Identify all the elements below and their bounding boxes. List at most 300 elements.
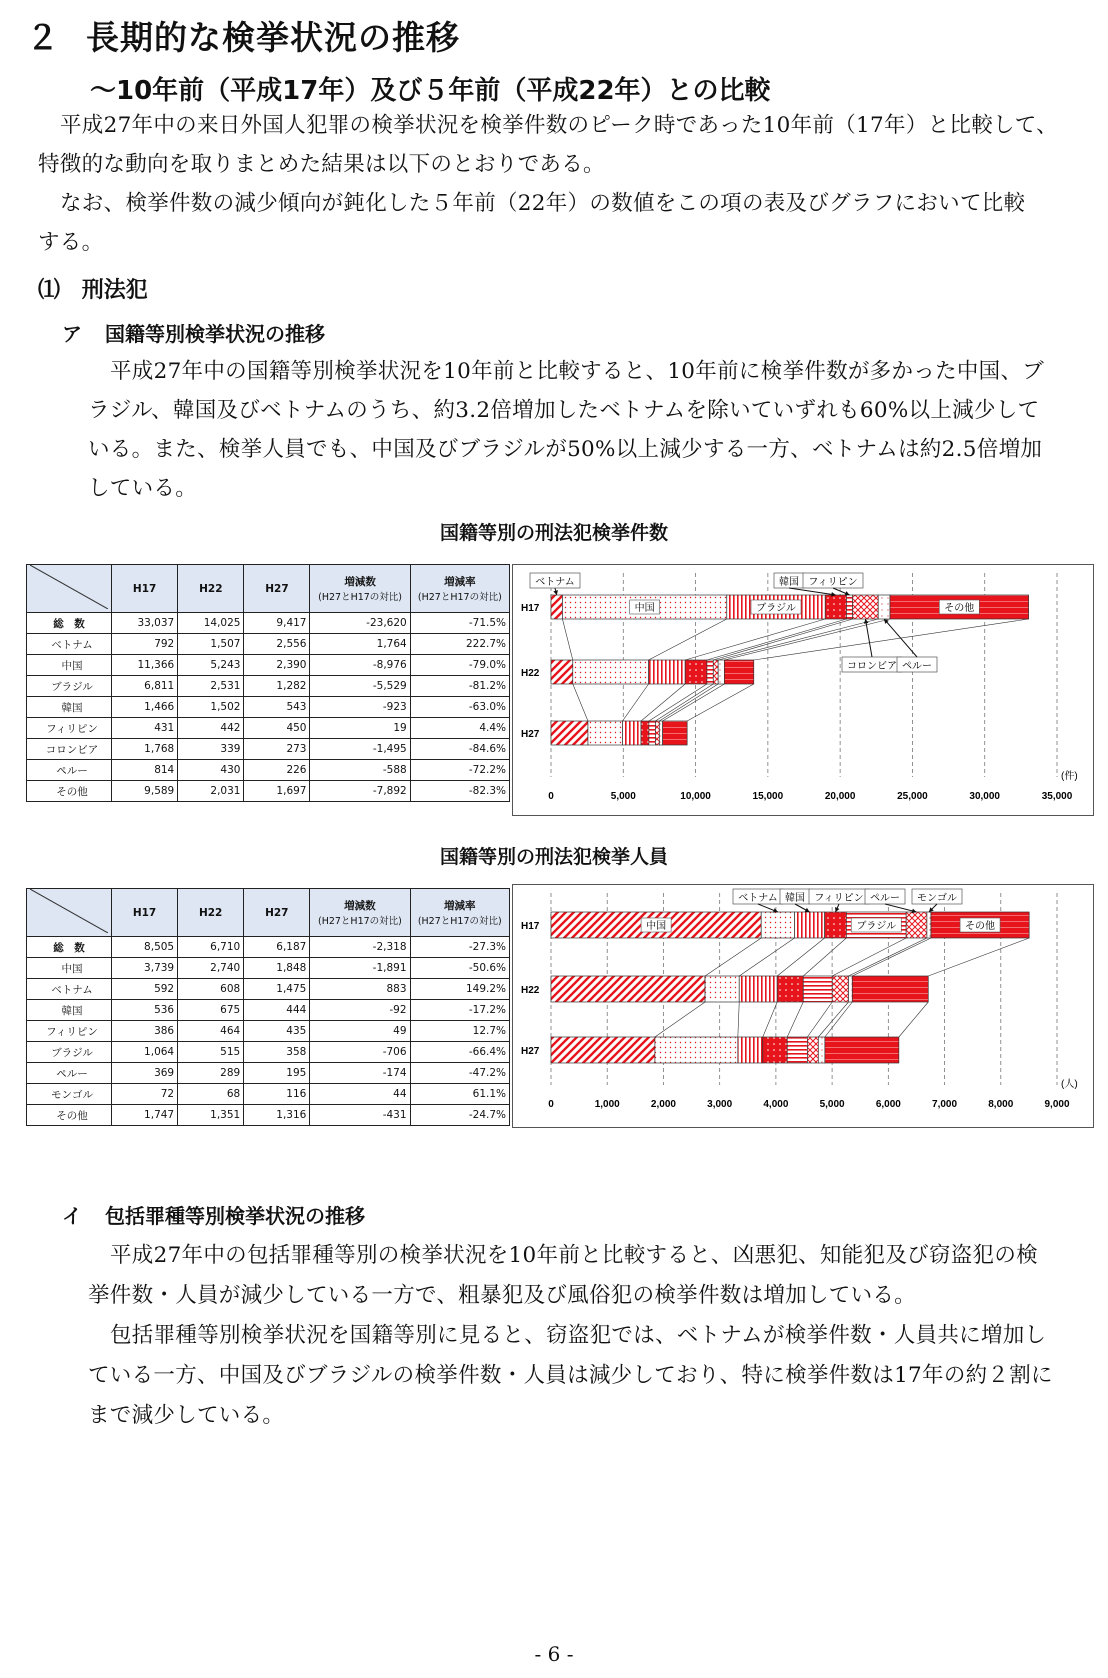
- table-row: [27, 1063, 510, 1084]
- x-tick-label: 8,000: [988, 1099, 1014, 1110]
- callout-label: ベトナム: [738, 893, 778, 904]
- table-cell: 2,390: [244, 655, 310, 676]
- table-cell: 3,739: [112, 958, 178, 979]
- diagonal-line: [30, 889, 108, 933]
- x-tick-label: 3,000: [707, 1099, 733, 1110]
- table-cell: 444: [244, 1000, 310, 1021]
- x-tick-label: 7,000: [932, 1099, 958, 1110]
- table-cell: 6,187: [244, 937, 310, 958]
- connector-line: [777, 938, 824, 976]
- table-row: [27, 1021, 510, 1042]
- table-cell: 386: [112, 1021, 178, 1042]
- bar-segment: [713, 660, 718, 684]
- table-cell: 11,366: [112, 655, 178, 676]
- table-row: [27, 613, 510, 634]
- table-cell: 543: [244, 697, 310, 718]
- table-cell: 6,811: [112, 676, 178, 697]
- bar-segment: [825, 912, 847, 938]
- table-cell: -1,495: [310, 739, 410, 760]
- sub-a-line-1: 平成27年中の国籍等別検挙状況を10年前と比較すると、10年前に検挙件数が多かった中国、ブ: [110, 359, 1045, 384]
- bar-segment: [794, 912, 824, 938]
- category-label: H27: [521, 1046, 540, 1057]
- row-label-total: 総 数: [27, 937, 112, 958]
- table-cell: -17.2%: [410, 1000, 509, 1021]
- table-cell: 195: [244, 1063, 310, 1084]
- table-cell: -79.0%: [410, 655, 509, 676]
- chart1-title: 国籍等別の刑法犯検挙件数: [439, 522, 668, 544]
- bar-segment: [551, 1037, 655, 1063]
- header-label: 増減数: [344, 900, 376, 912]
- table1-header-h27: H27: [244, 565, 310, 613]
- bar-segment: [641, 721, 649, 745]
- connector-line: [707, 619, 847, 660]
- callout-arrowhead: [553, 590, 558, 595]
- x-tick-label: 0: [548, 791, 554, 802]
- row-label: その他: [27, 781, 112, 802]
- table-cell: 536: [112, 1000, 178, 1021]
- row-label: フィリピン: [27, 718, 112, 739]
- bar-segment: [777, 976, 803, 1002]
- connector-line: [687, 684, 754, 721]
- callout-arrow: [885, 904, 917, 912]
- bar-segment: [807, 1037, 818, 1063]
- sub-i-line-4: ている一方、中国及びブラジルの検挙件数・人員は減少しており、特に検挙件数は17年の約２割に: [88, 1363, 1053, 1388]
- table-cell: -5,529: [310, 676, 410, 697]
- bar-segment: [724, 660, 753, 684]
- table-row: [27, 979, 510, 1000]
- table2: [26, 888, 510, 1126]
- sub-i-title: 包括罪種等別検挙状況の推移: [104, 1204, 365, 1228]
- table-cell: 450: [244, 718, 310, 739]
- bar-segment: [588, 721, 623, 745]
- chart2-container: [512, 884, 1094, 1128]
- table2-header-h27: H27: [244, 889, 310, 937]
- x-tick-label: 35,000: [1041, 791, 1073, 802]
- table-cell: 4.4%: [410, 718, 509, 739]
- table-cell: 12.7%: [410, 1021, 509, 1042]
- page-number: - 6 -: [534, 1642, 574, 1666]
- intro-line-3: なお、検挙件数の減少傾向が鈍化した５年前（22年）の数値をこの項の表及びグラフにおいて比較: [60, 191, 1026, 216]
- row-label: モンゴル: [27, 1084, 112, 1105]
- connector-line: [818, 1002, 848, 1037]
- table-cell: 8,505: [112, 937, 178, 958]
- table-cell: -8,976: [310, 655, 410, 676]
- connector-line: [705, 938, 761, 976]
- x-tick-label: 30,000: [969, 791, 1001, 802]
- bar-segment: [852, 976, 928, 1002]
- sub-a-title: 国籍等別検挙状況の推移: [104, 322, 325, 346]
- bar-segment: [853, 595, 879, 619]
- sub-i-line-5: まで減少している。: [88, 1403, 285, 1428]
- table1-header-row: [27, 565, 510, 613]
- table-cell: 6,710: [178, 937, 244, 958]
- table-cell: -84.6%: [410, 739, 509, 760]
- row-label: フィリピン: [27, 1021, 112, 1042]
- row-label: 中国: [27, 958, 112, 979]
- table-cell: 1,507: [178, 634, 244, 655]
- bar-segment: [927, 912, 931, 938]
- table-cell: 273: [244, 739, 310, 760]
- table-cell: -50.6%: [410, 958, 509, 979]
- row-label: ペルー: [27, 1063, 112, 1084]
- table-cell: 33,037: [112, 613, 178, 634]
- series-label: その他: [944, 603, 975, 614]
- section-1-label: ⑴: [38, 278, 61, 303]
- x-tick-label: 5,000: [610, 791, 636, 802]
- table1-header-h17: H17: [112, 565, 178, 613]
- callout-label: モンゴル: [917, 893, 957, 904]
- table-cell: 1,282: [244, 676, 310, 697]
- category-label: H17: [521, 603, 540, 614]
- table-cell: 431: [112, 718, 178, 739]
- table2-corner: [27, 889, 112, 937]
- table-cell: -706: [310, 1042, 410, 1063]
- table-cell: -2,318: [310, 937, 410, 958]
- connector-line: [899, 1002, 928, 1037]
- table-cell: 358: [244, 1042, 310, 1063]
- bar-segment: [848, 976, 852, 1002]
- table-cell: 19: [310, 718, 410, 739]
- sub-i-line-1: 平成27年中の包括罪種等別の検挙状況を10年前と比較すると、凶悪犯、知能犯及び窃盗犯の検: [110, 1243, 1038, 1268]
- table-cell: 608: [178, 979, 244, 1000]
- table-row: [27, 634, 510, 655]
- header-note: (H27とH17の対比): [417, 916, 502, 927]
- section-1-title: 刑法犯: [81, 278, 148, 303]
- table-row: [27, 760, 510, 781]
- sub-a-line-2: ラジル、韓国及びベトナムのうち、約3.2倍増加したベトナムを除いていずれも60%以上減少して: [88, 398, 1040, 423]
- x-tick-label: 15,000: [752, 791, 784, 802]
- table-cell: 14,025: [178, 613, 244, 634]
- callout-label: ペルー: [870, 893, 900, 904]
- table-cell: 149.2%: [410, 979, 509, 1000]
- row-label: 中国: [27, 655, 112, 676]
- bar-segment: [551, 595, 562, 619]
- series-label: 中国: [646, 921, 667, 932]
- heading-title: 長期的な検挙状況の推移: [86, 18, 460, 57]
- x-tick-label: 4,000: [763, 1099, 789, 1110]
- series-label: 中国: [634, 603, 655, 614]
- sub-i-heading: [62, 1200, 365, 1229]
- table-row: [27, 1084, 510, 1105]
- connector-line: [754, 619, 1029, 660]
- bar-segment: [655, 1037, 738, 1063]
- x-tick-label: 9,000: [1044, 1099, 1070, 1110]
- table-cell: 49: [310, 1021, 410, 1042]
- connector-line: [659, 684, 718, 721]
- connector-line: [825, 1002, 852, 1037]
- table-cell: 1,316: [244, 1105, 310, 1126]
- series-label: ブラジル: [856, 921, 897, 932]
- series-label: ブラジル: [756, 603, 796, 614]
- table-cell: -81.2%: [410, 676, 509, 697]
- header-label: 増減率: [444, 900, 476, 912]
- bar-segment: [878, 595, 890, 619]
- table-cell: 222.7%: [410, 634, 509, 655]
- table-cell: 1,747: [112, 1105, 178, 1126]
- table-cell: 592: [112, 979, 178, 1000]
- table-row: [27, 697, 510, 718]
- connector-line: [663, 684, 725, 721]
- table-cell: 1,502: [178, 697, 244, 718]
- bar-segment: [623, 721, 642, 745]
- bar-segment: [738, 1037, 763, 1063]
- table-cell: 515: [178, 1042, 244, 1063]
- category-label: H22: [521, 668, 540, 679]
- sub-a-heading: [62, 318, 325, 347]
- callout-label: フィリピン: [808, 577, 858, 588]
- heading-number: ２: [26, 18, 60, 57]
- table-row: [27, 655, 510, 676]
- table-cell: 1,768: [112, 739, 178, 760]
- bar-segment: [707, 660, 713, 684]
- table-cell: 442: [178, 718, 244, 739]
- category-label: H27: [521, 729, 540, 740]
- callout-label: フィリピン: [814, 893, 864, 904]
- sub-a-line-3: いる。また、検挙人員でも、中国及びブラジルが50%以上減少する一方、ベトナムは約2.5倍増加: [88, 437, 1043, 462]
- table2-header-h22: H22: [178, 889, 244, 937]
- table-cell: -588: [310, 760, 410, 781]
- bar-segment: [718, 660, 724, 684]
- connector-line: [738, 1002, 739, 1037]
- table-cell: 464: [178, 1021, 244, 1042]
- table-cell: -71.5%: [410, 613, 509, 634]
- bar-segment: [649, 721, 656, 745]
- x-tick-label: 25,000: [897, 791, 928, 802]
- table-cell: 369: [112, 1063, 178, 1084]
- connector-line: [655, 1002, 705, 1037]
- bar-segment: [832, 976, 848, 1002]
- table-cell: 339: [178, 739, 244, 760]
- table-cell: 68: [178, 1084, 244, 1105]
- x-tick-label: 20,000: [824, 791, 856, 802]
- chart1-svg: [513, 565, 1093, 815]
- connector-line: [787, 1002, 803, 1037]
- sub-a-label: ア: [62, 322, 82, 346]
- table1-header-rate: [410, 565, 509, 613]
- diagonal-line: [30, 565, 108, 609]
- table-cell: 1,064: [112, 1042, 178, 1063]
- connector-line: [848, 938, 926, 976]
- table-cell: 116: [244, 1084, 310, 1105]
- bar-segment: [655, 721, 659, 745]
- table-cell: 675: [178, 1000, 244, 1021]
- chart2-title: 国籍等別の刑法犯検挙人員: [439, 846, 668, 868]
- chart1-container: [512, 564, 1094, 816]
- row-label: 韓国: [27, 1000, 112, 1021]
- header-label: 増減率: [444, 576, 476, 588]
- bar-segment: [659, 721, 662, 745]
- table-cell: 1,764: [310, 634, 410, 655]
- connector-line: [623, 684, 649, 721]
- table-cell: 1,475: [244, 979, 310, 1000]
- row-label: ペルー: [27, 760, 112, 781]
- table-cell: -66.4%: [410, 1042, 509, 1063]
- table-cell: -72.2%: [410, 760, 509, 781]
- row-label: ベトナム: [27, 634, 112, 655]
- connector-line: [928, 938, 1029, 976]
- table-row: [27, 739, 510, 760]
- bar-segment: [649, 660, 686, 684]
- table-cell: 61.1%: [410, 1084, 509, 1105]
- bar-segment: [825, 1037, 899, 1063]
- table-cell: 430: [178, 760, 244, 781]
- table-cell: 1,848: [244, 958, 310, 979]
- x-tick-label: 10,000: [680, 791, 711, 802]
- row-label: 韓国: [27, 697, 112, 718]
- bar-segment: [825, 595, 846, 619]
- table-cell: 226: [244, 760, 310, 781]
- table-cell: -27.3%: [410, 937, 509, 958]
- table-cell: 2,740: [178, 958, 244, 979]
- x-tick-label: 1,000: [594, 1099, 620, 1110]
- table-cell: 9,417: [244, 613, 310, 634]
- row-label: ブラジル: [27, 676, 112, 697]
- series-label: その他: [965, 921, 996, 932]
- table-row: [27, 781, 510, 802]
- table-cell: 5,243: [178, 655, 244, 676]
- bar-segment: [761, 912, 794, 938]
- intro-line-1: 平成27年中の来日外国人犯罪の検挙状況を検挙件数のピーク時であった10年前（17年）と比較して、: [60, 113, 1058, 138]
- x-tick-label: 0: [548, 1099, 554, 1110]
- header-note: (H27とH17の対比): [417, 592, 502, 603]
- table1-corner: [27, 565, 112, 613]
- connector-line: [763, 1002, 777, 1037]
- table-cell: -174: [310, 1063, 410, 1084]
- row-label: その他: [27, 1105, 112, 1126]
- heading-subtitle: ～10年前（平成17年）及び５年前（平成22年）との比較: [90, 76, 771, 106]
- table-cell: 883: [310, 979, 410, 1000]
- table-cell: -923: [310, 697, 410, 718]
- row-label: コロンビア: [27, 739, 112, 760]
- intro-line-4: する。: [38, 230, 104, 255]
- connector-line: [803, 938, 846, 976]
- table1: [26, 564, 510, 802]
- connector-line: [724, 619, 890, 660]
- table-cell: 1,697: [244, 781, 310, 802]
- bar-segment: [787, 1037, 807, 1063]
- table-row: [27, 958, 510, 979]
- header-note: (H27とH17の対比): [317, 916, 402, 927]
- table2-header-diff: [310, 889, 410, 937]
- bar-segment: [763, 1037, 787, 1063]
- table-cell: 9,589: [112, 781, 178, 802]
- sub-i-label: イ: [62, 1204, 82, 1228]
- table2-header-row: [27, 889, 510, 937]
- callout-label: ベトナム: [535, 577, 575, 588]
- table2-header-rate: [410, 889, 509, 937]
- table-row: [27, 1105, 510, 1126]
- callout-label: 韓国: [779, 577, 799, 588]
- header-label: 増減数: [344, 576, 376, 588]
- table-row: [27, 676, 510, 697]
- sub-i-line-3: 包括罪種等別検挙状況を国籍等別に見ると、窃盗犯では、ベトナムが検挙件数・人員共に増加し: [110, 1323, 1047, 1348]
- table-cell: 435: [244, 1021, 310, 1042]
- connector-line: [713, 619, 852, 660]
- connector-line: [685, 619, 825, 660]
- table-cell: 814: [112, 760, 178, 781]
- table-cell: 72: [112, 1084, 178, 1105]
- callout-label: ペルー: [902, 661, 932, 672]
- bar-segment: [803, 976, 832, 1002]
- table2-header-h17: H17: [112, 889, 178, 937]
- header-note: (H27とH17の対比): [318, 592, 403, 603]
- callout-arrow: [789, 588, 836, 595]
- row-label-total: 総 数: [27, 613, 112, 634]
- table-cell: 792: [112, 634, 178, 655]
- table-cell: -1,891: [310, 958, 410, 979]
- table-row: [27, 718, 510, 739]
- table-cell: 289: [178, 1063, 244, 1084]
- category-label: H22: [521, 985, 540, 996]
- bar-segment: [685, 660, 707, 684]
- table-cell: 2,556: [244, 634, 310, 655]
- table-row: [27, 1042, 510, 1063]
- unit-label: (人): [1061, 1079, 1078, 1090]
- table-cell: -63.0%: [410, 697, 509, 718]
- table-row: [27, 937, 510, 958]
- table-cell: 44: [310, 1084, 410, 1105]
- connector-line: [641, 684, 685, 721]
- bar-segment: [906, 912, 927, 938]
- table-cell: 2,531: [178, 676, 244, 697]
- connector-line: [655, 684, 713, 721]
- callout-label: コロンビア: [847, 661, 897, 672]
- section-1-heading: [38, 273, 148, 304]
- connector-line: [832, 938, 906, 976]
- table-cell: -431: [310, 1105, 410, 1126]
- bar-segment: [846, 595, 852, 619]
- bar-segment: [818, 1037, 825, 1063]
- connector-line: [739, 938, 794, 976]
- bar-segment: [739, 976, 777, 1002]
- bar-segment: [551, 976, 705, 1002]
- table-cell: -82.3%: [410, 781, 509, 802]
- unit-label: (件): [1061, 771, 1078, 782]
- sub-a-line-4: している。: [88, 476, 198, 501]
- intro-line-2: 特徴的な動向を取りまとめた結果は以下のとおりである。: [38, 152, 605, 177]
- callout-label: 韓国: [785, 893, 805, 904]
- x-tick-label: 6,000: [875, 1099, 901, 1110]
- table-cell: -47.2%: [410, 1063, 509, 1084]
- table1-header-diff: [310, 565, 410, 613]
- x-tick-label: 5,000: [819, 1099, 845, 1110]
- bar-segment: [551, 721, 588, 745]
- table-cell: 1,466: [112, 697, 178, 718]
- chart2-svg: [513, 885, 1093, 1127]
- connector-line: [649, 684, 707, 721]
- connector-line: [718, 619, 878, 660]
- table-cell: 2,031: [178, 781, 244, 802]
- bar-segment: [663, 721, 688, 745]
- table-cell: -7,892: [310, 781, 410, 802]
- category-label: H17: [521, 921, 540, 932]
- x-tick-label: 2,000: [650, 1099, 676, 1110]
- connector-line: [852, 938, 931, 976]
- bar-segment: [705, 976, 739, 1002]
- connector-line: [649, 619, 727, 660]
- table-cell: -92: [310, 1000, 410, 1021]
- connector-line: [562, 619, 572, 660]
- connector-line: [573, 684, 588, 721]
- table-cell: -24.7%: [410, 1105, 509, 1126]
- connector-line: [807, 1002, 832, 1037]
- row-label: ベトナム: [27, 979, 112, 1000]
- table-row: [27, 1000, 510, 1021]
- callout-arrow: [865, 619, 872, 657]
- bar-segment: [573, 660, 649, 684]
- page-heading: [26, 12, 460, 59]
- table-cell: 1,351: [178, 1105, 244, 1126]
